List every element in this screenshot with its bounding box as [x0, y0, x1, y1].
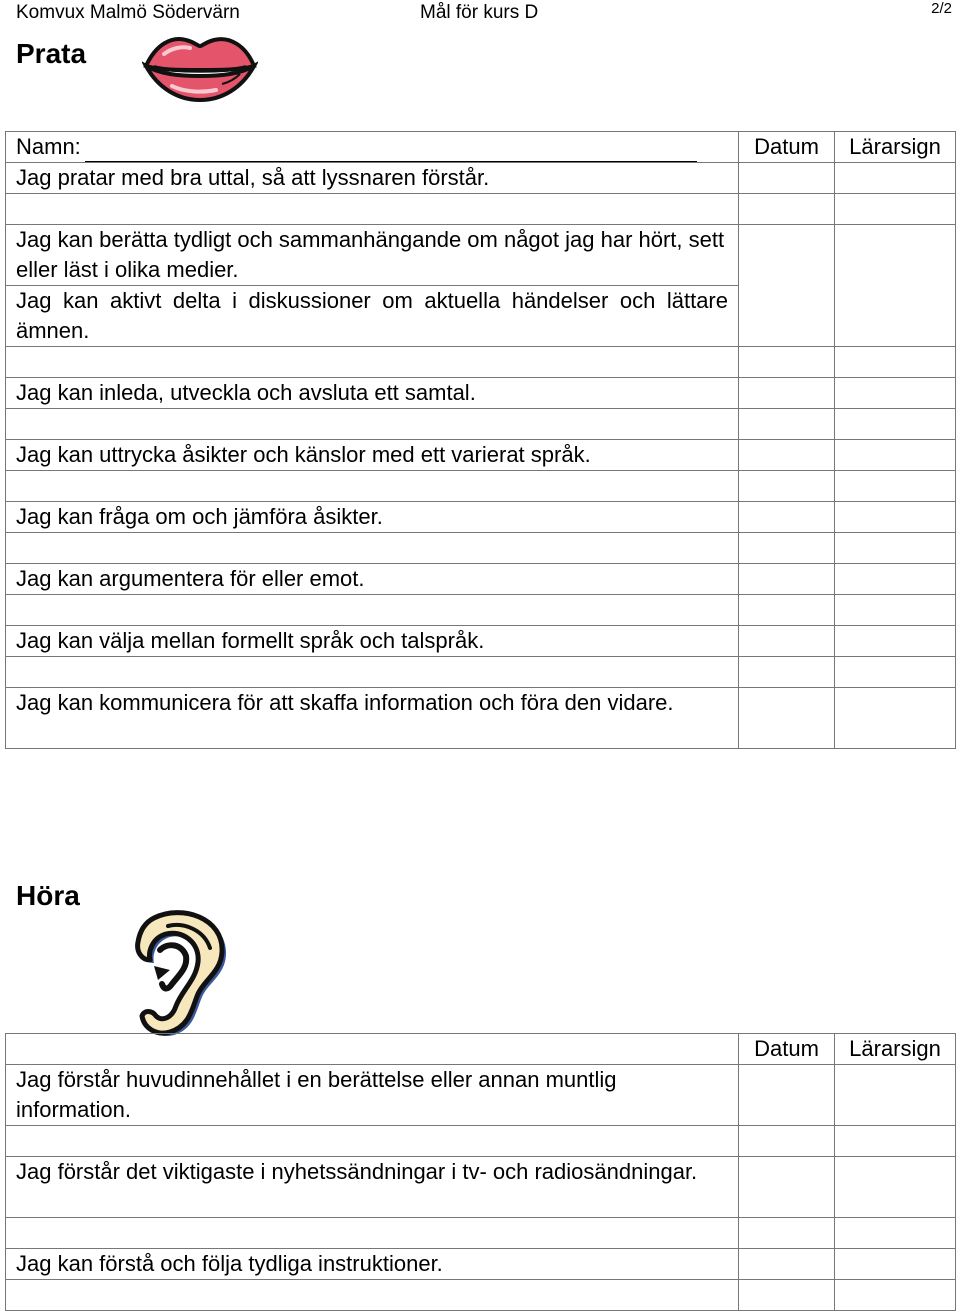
date-cell[interactable] [739, 1157, 835, 1218]
section-title-hora: Höra [16, 880, 80, 911]
date-cell[interactable] [739, 409, 835, 440]
spacer-row [6, 1218, 956, 1249]
date-cell[interactable] [739, 564, 835, 595]
name-cell [6, 132, 739, 163]
spacer-row [6, 194, 956, 225]
criterion-text: Jag kan argumentera för eller emot. [6, 564, 739, 595]
school-name: Komvux Malmö Södervärn [16, 2, 240, 23]
sign-cell[interactable] [835, 502, 956, 533]
header-blank [6, 1034, 739, 1065]
sign-cell[interactable] [835, 347, 956, 378]
name-row [6, 132, 956, 163]
date-cell[interactable] [739, 163, 835, 194]
date-cell[interactable] [739, 194, 835, 225]
header-row [6, 1034, 956, 1065]
sign-cell[interactable] [835, 1249, 956, 1280]
sign-cell[interactable] [835, 1065, 956, 1126]
lips-icon [142, 30, 258, 104]
sign-cell[interactable] [835, 378, 956, 409]
criterion-text: Jag förstår huvudinnehållet i en berättelse eller annan muntlig information. [6, 1065, 739, 1126]
sign-header: Lärarsign [835, 1034, 956, 1065]
criterion-text: Jag pratar med bra uttal, så att lyssnaren förstår. [6, 163, 739, 194]
course-title: Mål för kurs D [420, 2, 539, 23]
table-row [6, 378, 956, 409]
hora-table [5, 1033, 956, 1311]
date-cell[interactable] [739, 1065, 835, 1126]
sign-cell[interactable] [835, 1218, 956, 1249]
date-cell[interactable] [739, 1126, 835, 1157]
criterion-text: Jag kan fråga om och jämföra åsikter. [6, 502, 739, 533]
sign-cell[interactable] [835, 1157, 956, 1218]
sign-cell[interactable] [835, 657, 956, 688]
date-cell[interactable] [739, 378, 835, 409]
date-cell[interactable] [739, 688, 835, 749]
table-row [6, 626, 956, 657]
sign-cell[interactable] [835, 471, 956, 502]
sign-cell[interactable] [835, 688, 956, 749]
table-row [6, 163, 956, 194]
date-cell[interactable] [739, 1249, 835, 1280]
date-header: Datum [739, 132, 835, 163]
date-cell[interactable] [739, 1218, 835, 1249]
table-row [6, 688, 956, 749]
name-label: Namn: [16, 134, 81, 159]
prata-table [5, 131, 956, 749]
sign-cell[interactable] [835, 533, 956, 564]
table-row [6, 502, 956, 533]
criterion-text: Jag kan kommunicera för att skaffa information och föra den vidare. [6, 688, 739, 749]
sign-cell[interactable] [835, 409, 956, 440]
spacer-row [6, 1126, 956, 1157]
table-row [6, 1157, 956, 1218]
sign-cell[interactable] [835, 595, 956, 626]
criterion-text: Jag kan berätta tydligt och sammanhängande om något jag har hört, sett eller läst i olika medier. [6, 225, 739, 286]
sign-header: Lärarsign [835, 132, 956, 163]
spacer-row [6, 409, 956, 440]
sign-cell[interactable] [835, 1280, 956, 1311]
spacer-row [6, 1280, 956, 1311]
sign-cell[interactable] [835, 194, 956, 225]
section-title-prata: Prata [16, 38, 87, 69]
table-row [6, 1249, 956, 1280]
date-cell[interactable] [739, 1280, 835, 1311]
sign-cell[interactable] [835, 225, 956, 347]
date-cell[interactable] [739, 440, 835, 471]
table-row [6, 225, 956, 286]
criterion-text: Jag kan välja mellan formellt språk och talspråk. [6, 626, 739, 657]
date-header: Datum [739, 1034, 835, 1065]
date-cell[interactable] [739, 225, 835, 347]
page-number: 2/2 [931, 0, 952, 17]
spacer-row [6, 595, 956, 626]
date-cell[interactable] [739, 626, 835, 657]
date-cell[interactable] [739, 502, 835, 533]
spacer-row [6, 657, 956, 688]
criterion-text: Jag kan förstå och följa tydliga instruktioner. [6, 1249, 739, 1280]
name-field[interactable] [85, 137, 697, 162]
sign-cell[interactable] [835, 564, 956, 595]
ear-icon [124, 908, 228, 1036]
date-cell[interactable] [739, 595, 835, 626]
criterion-text: Jag kan inleda, utveckla och avsluta ett samtal. [6, 378, 739, 409]
table-row [6, 1065, 956, 1126]
table-row [6, 440, 956, 471]
criterion-text: Jag förstår det viktigaste i nyhetssändningar i tv- och radiosändningar. [6, 1157, 739, 1218]
sign-cell[interactable] [835, 626, 956, 657]
date-cell[interactable] [739, 347, 835, 378]
sign-cell[interactable] [835, 1126, 956, 1157]
sign-cell[interactable] [835, 440, 956, 471]
date-cell[interactable] [739, 471, 835, 502]
spacer-row [6, 347, 956, 378]
criterion-text: Jag kan aktivt delta i diskussioner om aktuella händelser och lättare ämnen. [6, 286, 739, 347]
spacer-row [6, 471, 956, 502]
date-cell[interactable] [739, 533, 835, 564]
spacer-row [6, 533, 956, 564]
sign-cell[interactable] [835, 163, 956, 194]
date-cell[interactable] [739, 657, 835, 688]
criterion-text: Jag kan uttrycka åsikter och känslor med ett varierat språk. [6, 440, 739, 471]
table-row [6, 564, 956, 595]
